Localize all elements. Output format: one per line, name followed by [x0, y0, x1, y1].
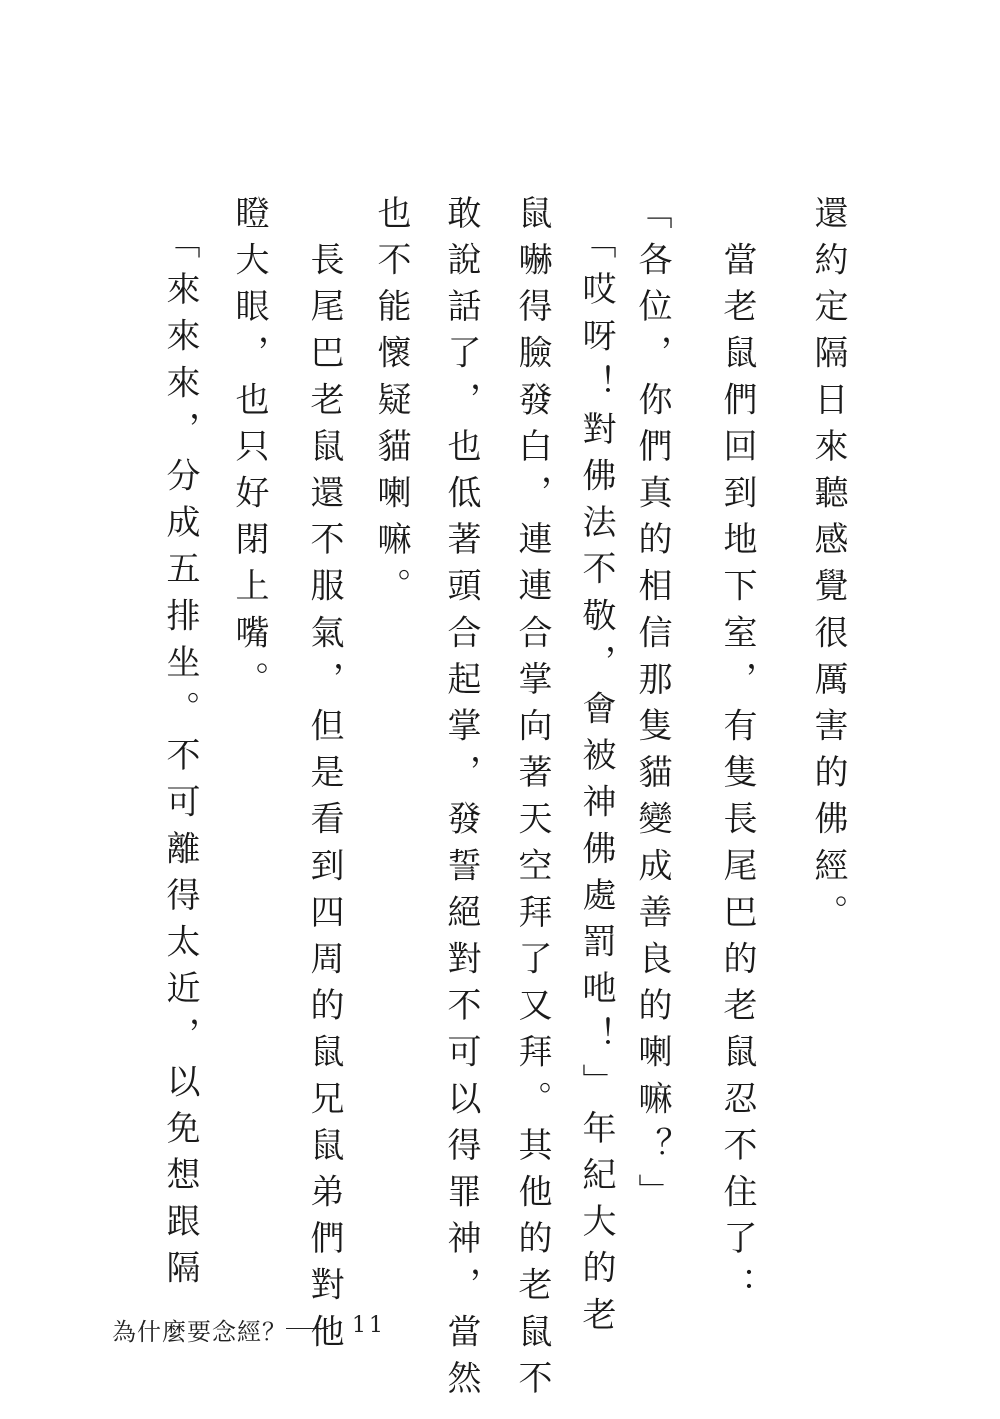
text-column-3: 「各位，你們真的相信那隻貓變成善良的喇嘛？」	[632, 195, 672, 1221]
text-column-6: 敢說話了，也低著頭合起掌，發誓絕對不可以得罪神，當然	[441, 195, 481, 1407]
text-column-7: 也不能懷疑貓喇嘛。	[371, 195, 411, 615]
text-column-8: 長尾巴老鼠還不服氣，但是看到四周的鼠兄鼠弟們對他	[304, 195, 344, 1360]
text-column-4: 「哎呀！對佛法不敬，會被神佛處罰吔！」年紀大的老	[576, 195, 616, 1343]
text-column-9: 瞪大眼，也只好閉上嘴。	[229, 195, 269, 708]
footer-page-number: 11	[352, 1313, 386, 1338]
text-column-1: 還約定隔日來聽感覺很厲害的佛經。	[808, 195, 848, 941]
text-column-5: 鼠嚇得臉發白，連連合掌向著天空拜了又拜。其他的老鼠不	[512, 195, 552, 1407]
footer-book-title: 為什麼要念經？	[112, 1318, 287, 1346]
text-column-10: 「來來來，分成五排坐。不可離得太近，以免想跟隔	[160, 195, 200, 1297]
footer-dash-rule	[286, 1328, 328, 1329]
text-column-2: 當老鼠們回到地下室，有隻長尾巴的老鼠忍不住了：	[717, 195, 757, 1314]
